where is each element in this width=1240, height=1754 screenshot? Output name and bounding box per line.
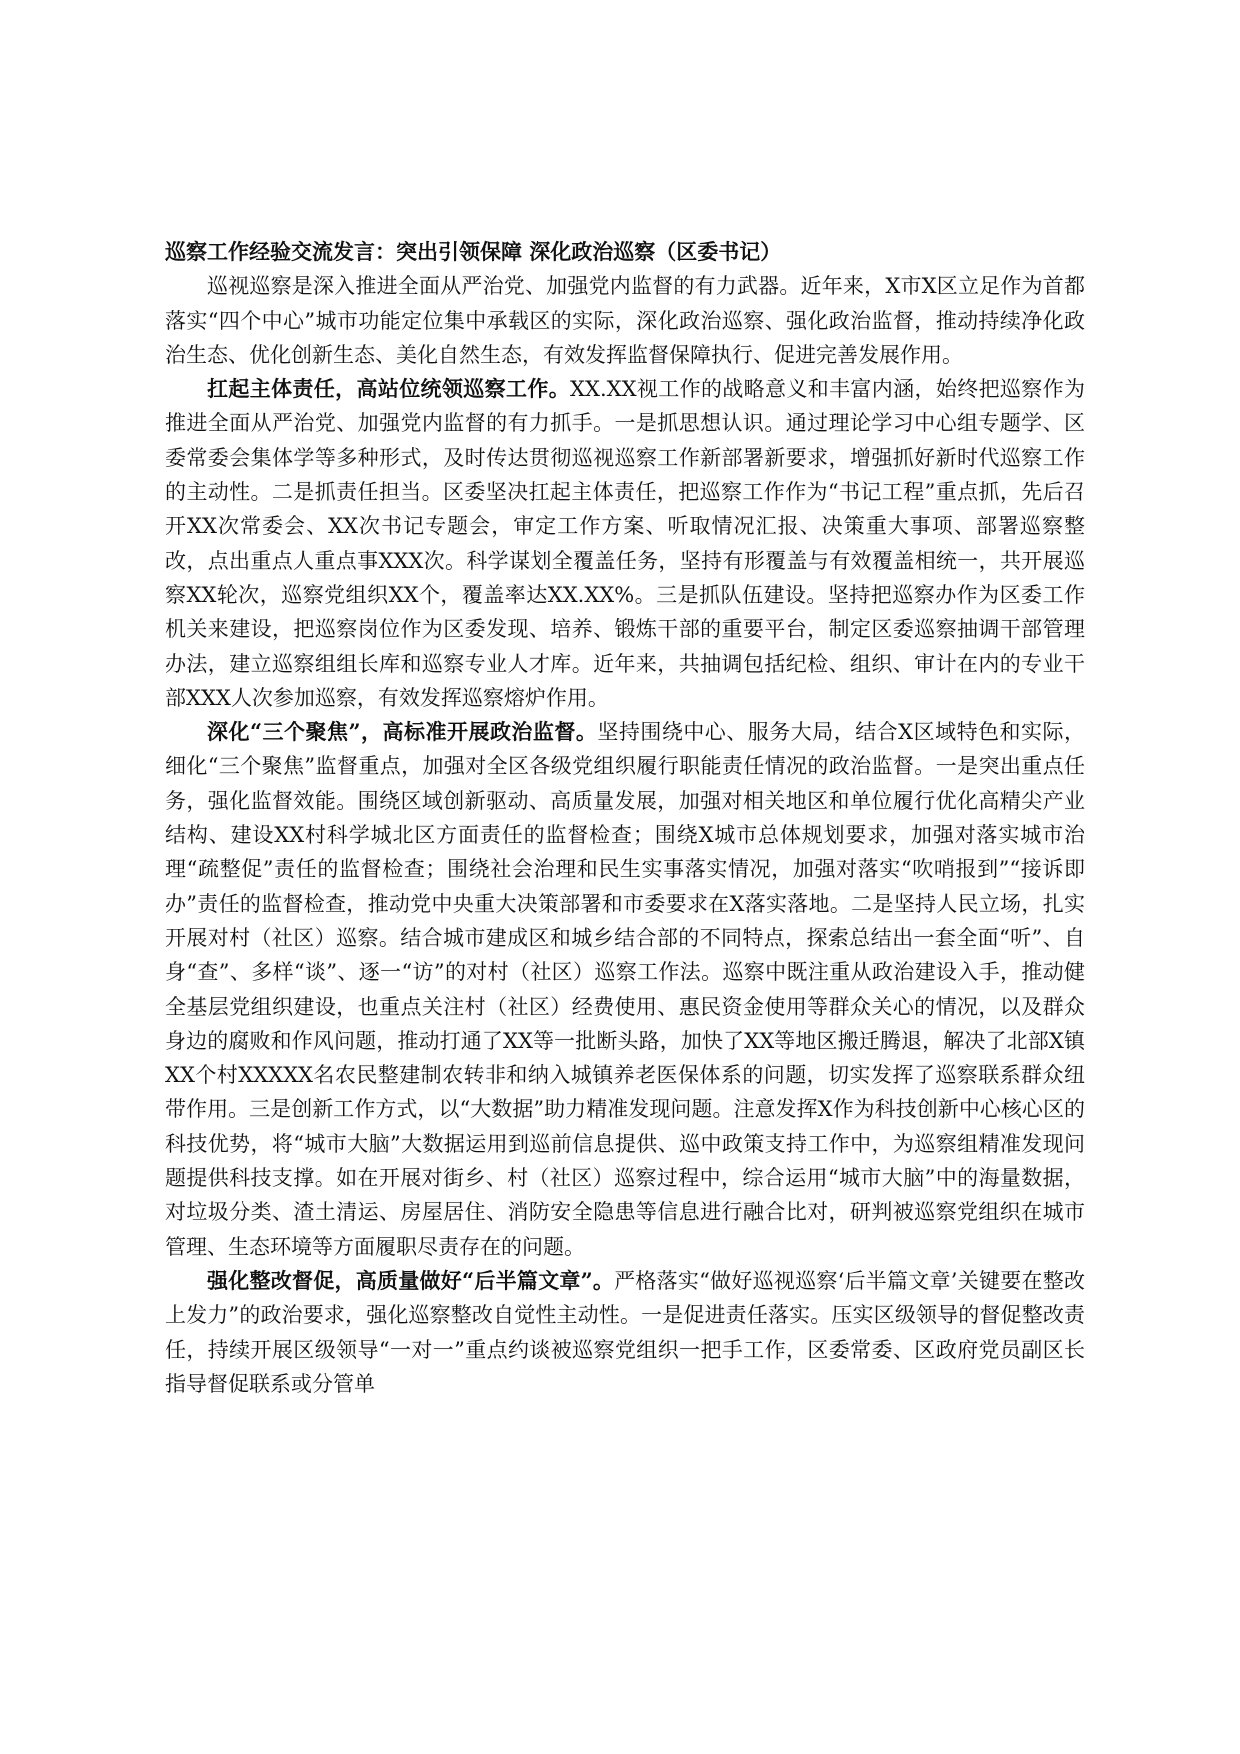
paragraph-rectification <box>165 1264 1085 1401</box>
paragraph-responsibility-text: XX.XX视工作的战略意义和丰富内涵，始终把巡察作为推进全面从严治党、加强党内监督的有力抓手。一是抓思想认识。通过理论学习中心组专题学、区委常委会集体学等多种形式，及时传达贯彻巡视巡察工作新部署新要求，增强抓好新时代巡察工作的主动性。二是抓责任担当。区委坚决扛起主体责任，把巡察工作作为“书记工程”重点抓，先后召开XX次常委会、XX次书记专题会，审定工作方案、听取情况汇报、决策重大事项、部署巡察整改，点出重点人重点事XXX次。科学谋划全覆盖任务，坚持有形覆盖与有效覆盖相统一，共开展巡察XX轮次，巡察党组织XX个，覆盖率达XX.XX%。三是抓队伍建设。坚持把巡察办作为区委工作机关来建设，把巡察岗位作为区委发现、培养、锻炼干部的重要平台，制定区委巡察抽调干部管理办法，建立巡察组组长库和巡察专业人才库。近年来，共抽调包括纪检、组织、审计在内的专业干部XXX人次参加巡察，有效发挥巡察熔炉作用。 <box>165 377 1085 710</box>
paragraph-rectification-text: 严格落实“做好巡视巡察‘后半篇文章’关键要在整改上发力”的政治要求，强化巡察整改自觉性主动性。一是促进责任落实。压实区级领导的督促整改责任，持续开展区级领导“一对一”重点约谈被巡察党组织一把手工作，区委常委、区政府党员副区长指导督促联系或分管单 <box>165 1268 1085 1396</box>
document-page <box>165 235 1085 1401</box>
section-heading-responsibility: 扛起主体责任，高站位统领巡察工作。 <box>207 376 571 402</box>
document-title: 巡察工作经验交流发言：突出引领保障 深化政治巡察（区委书记） <box>165 239 782 264</box>
section-heading-supervision: 深化“三个聚焦”，高标准开展政治监督。 <box>207 719 598 745</box>
paragraph-responsibility <box>165 372 1085 715</box>
paragraph-supervision <box>165 715 1085 1264</box>
paragraph-intro-text: 巡视巡察是深入推进全面从严治党、加强党内监督的有力武器。近年来，X市X区立足作为首都落实“四个中心”城市功能定位集中承载区的实际，深化政治巡察、强化政治监督，推动持续净化政治生态、优化创新生态、美化自然生态，有效发挥监督保障执行、促进完善发展作用。 <box>165 274 1085 367</box>
paragraph-supervision-text: 坚持围绕中心、服务大局，结合X区域特色和实际，细化“三个聚焦”监督重点，加强对全区各级党组织履行职能责任情况的政治监督。一是突出重点任务，强化监督效能。围绕区域创新驱动、高质量发展，加强对相关地区和单位履行优化高精尖产业结构、建设XX村科学城北区方面责任的监督检查；围绕X城市总体规划要求，加强对落实城市治理“疏整促”责任的监督检查；围绕社会治理和民生实事落实情况，加强对落实“吹哨报到”“接诉即办”责任的监督检查，推动党中央重大决策部署和市委要求在X落实落地。二是坚持人民立场，扎实开展对村（社区）巡察。结合城市建成区和城乡结合部的不同特点，探索总结出一套全面“听”、自身“查”、多样“谈”、逐一“访”的对村（社区）巡察工作法。巡察中既注重从政治建设入手，推动健全基层党组织建设，也重点关注村（社区）经费使用、惠民资金使用等群众关心的情况，以及群众身边的腐败和作风问题，推动打通了XX等一批断头路，加快了XX等地区搬迁腾退，解决了北部X镇XX个村XXXXX名农民整建制农转非和纳入城镇养老医保体系的问题，切实发挥了巡察联系群众纽带作用。三是创新工作方式，以“大数据”助力精准发现问题。注意发挥X作为科技创新中心核心区的科技优势，将“城市大脑”大数据运用到巡前信息提供、巡中政策支持工作中，为巡察组精准发现问题提供科技支撑。如在开展对街乡、村（社区）巡察过程中，综合运用“城市大脑”中的海量数据，对垃圾分类、渣土清运、房屋居住、消防安全隐患等信息进行融合比对，研判被巡察党组织在城市管理、生态环境等方面履职尽责存在的问题。 <box>165 720 1085 1259</box>
section-heading-rectification: 强化整改督促，高质量做好“后半篇文章”。 <box>207 1267 615 1293</box>
paragraph-intro <box>165 269 1085 372</box>
